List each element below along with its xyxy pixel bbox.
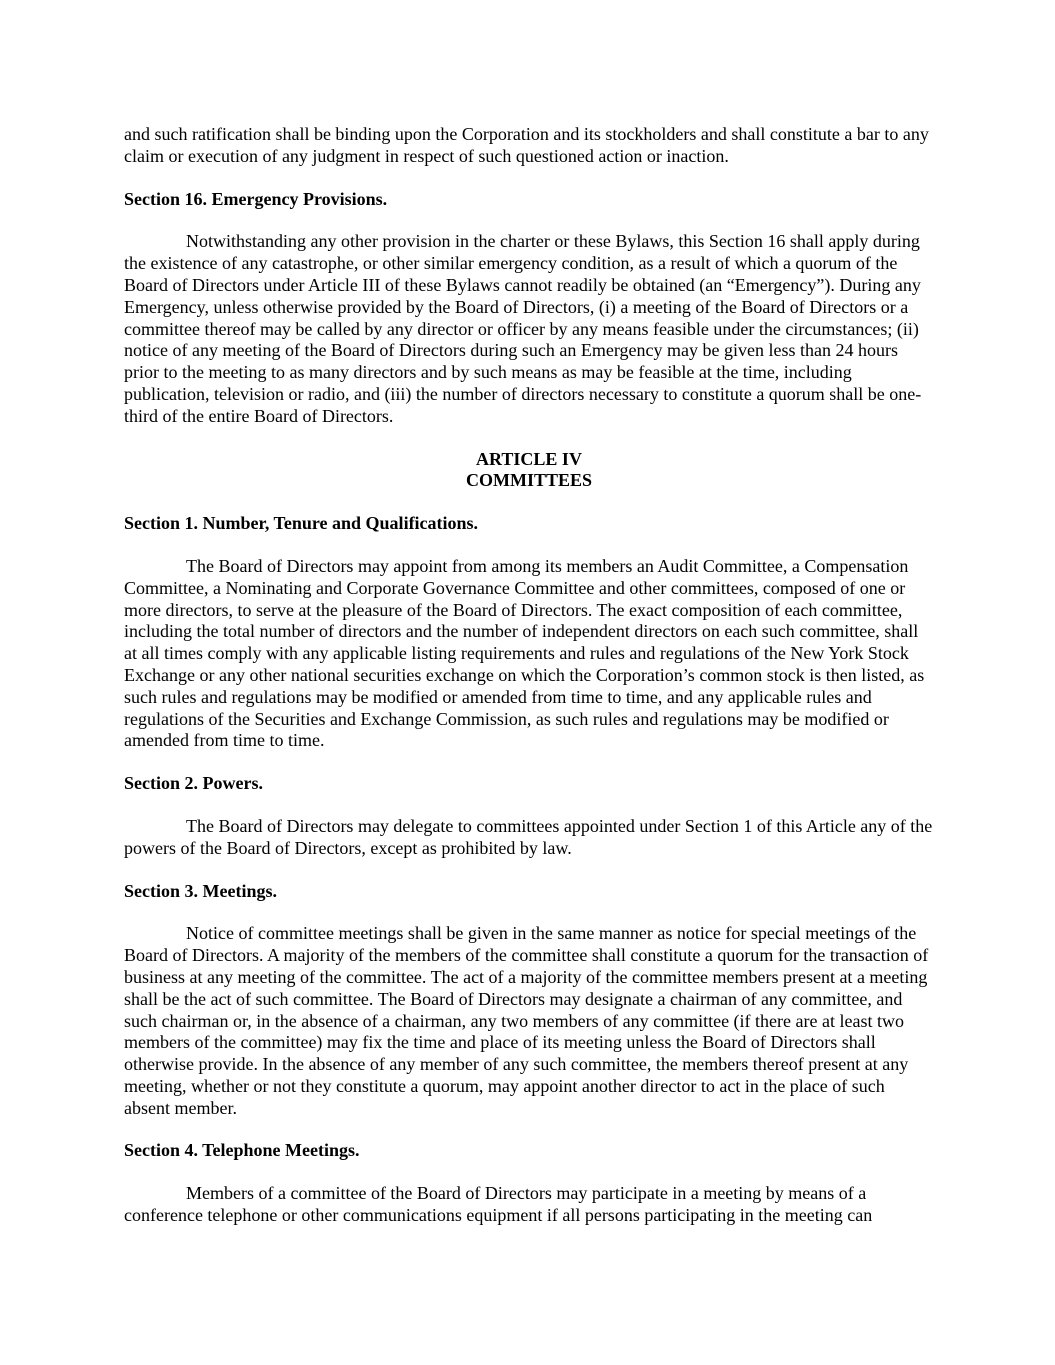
section-1-heading: Section 1. Number, Tenure and Qualifications. <box>124 513 479 534</box>
document-page <box>124 124 934 1248</box>
article-title: COMMITTEES <box>465 470 593 491</box>
section-16-body: Notwithstanding any other provision in the charter or these Bylaws, this Section 16 shall apply during the existence of any catastrophe, or other similar emergency condition, as a result of which a quorum of the Board of Directors under Article III of these Bylaws cannot readily be obtained (an “Emergency”). During any Emergency, unless otherwise provided by the Board of Directors, (i) a meeting of the Board of Directors or a committee thereof may be called by any director or officer by any means feasible under the circumstances; (ii) notice of any meeting of the Board of Directors during such an Emergency may be given less than 24 hours prior to the meeting to as many directors and by such means as may be feasible at the time, including publication, television or radio, and (iii) the number of directors necessary to constitute a quorum shall be one-third of the entire Board of Directors. <box>124 231 922 426</box>
section-16-heading: Section 16. Emergency Provisions. <box>124 188 388 209</box>
section-3-body: Notice of committee meetings shall be given in the same manner as notice for special meetings of the Board of Directors. A majority of the members of the committee shall constitute a quorum for the transaction of business at any meeting of the committee. The act of a majority of the committee members present at a meeting shall be the act of such committee. The Board of Directors may designate a chairman of any committee, and such chairman or, in the absence of a chairman, any two members of any committee (if there are at least two members of the committee) may fix the time and place of its meeting unless the Board of Directors shall otherwise provide. In the absence of any member of any such committee, the members thereof present at any meeting, whether or not they constitute a quorum, may appoint another director to act in the place of such absent member. <box>124 923 929 1118</box>
section-4-body: Members of a committee of the Board of Directors may participate in a meeting by means of a conference telephone or other communications equipment if all persons participating in the meeting can <box>124 1183 873 1226</box>
section-3-heading: Section 3. Meetings. <box>124 880 277 901</box>
article-heading <box>124 449 934 493</box>
section-4-heading: Section 4. Telephone Meetings. <box>124 1140 360 1161</box>
section-2-body: The Board of Directors may delegate to committees appointed under Section 1 of this Article any of the powers of the Board of Directors, except as prohibited by law. <box>124 815 933 858</box>
continuation-paragraph: and such ratification shall be binding upon the Corporation and its stockholders and shall constitute a bar to any claim or execution of any judgment in respect of such questioned action or inaction. <box>124 124 929 166</box>
section-1-body: The Board of Directors may appoint from among its members an Audit Committee, a Compensation Committee, a Nominating and Corporate Governance Committee and other committees, composed of one or more directors, to serve at the pleasure of the Board of Directors. The exact composition of each committee, including the total number of directors and the number of independent directors on each such committee, shall at all times comply with any applicable listing requirements and rules and regulations of the New York Stock Exchange or any other national securities exchange on which the Corporation’s common stock is then listed, as such rules and regulations may be modified or amended from time to time, and any applicable rules and regulations of the Securities and Exchange Commission, as such rules and regulations may be modified or amended from time to time. <box>124 555 925 751</box>
section-2-heading: Section 2. Powers. <box>124 773 263 794</box>
article-number: ARTICLE IV <box>476 448 582 469</box>
